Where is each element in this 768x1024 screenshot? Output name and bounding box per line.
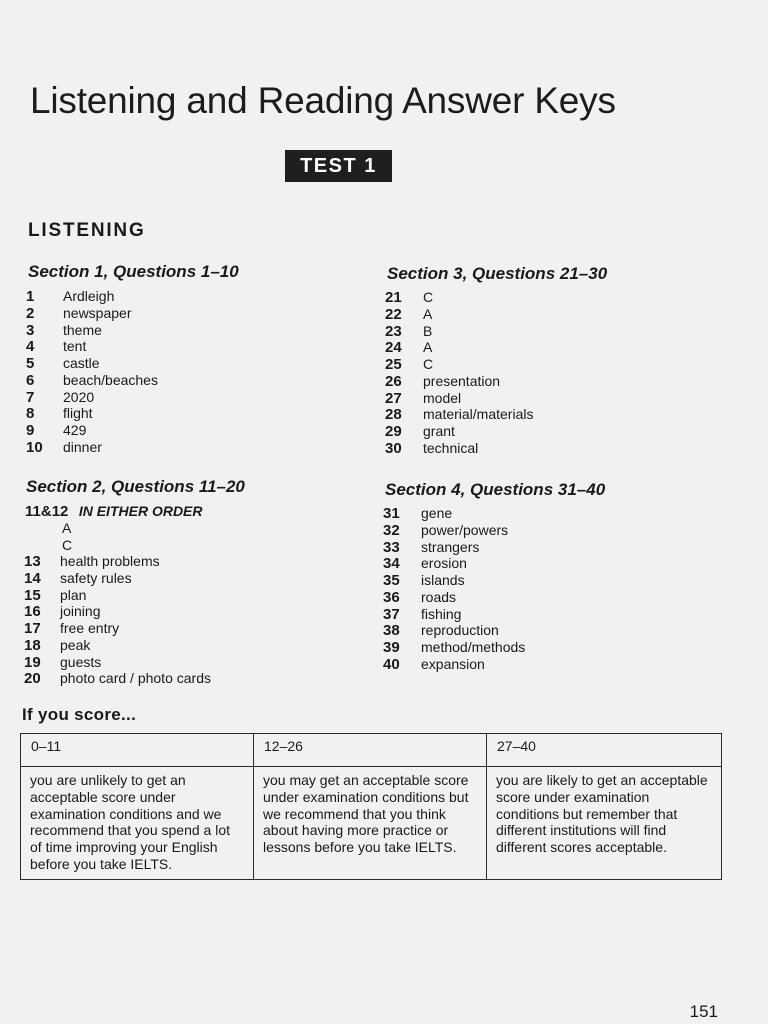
answer-text: C [423,356,434,372]
answer-number: 5 [26,355,35,372]
score-description-cell: you are unlikely to get an acceptable score under examination conditions and we recommend that you spend a lot of time improving your English before you take IELTS. [21,767,254,880]
either-order-answer: C [62,537,73,553]
answer-item [383,539,525,556]
score-heading: If you score... [22,705,137,724]
section-2-answer-list [24,553,211,687]
answer-text: health problems [60,553,160,569]
answer-item [383,589,525,606]
answer-text: photo card / photo cards [60,670,211,687]
answer-item [383,622,525,639]
answer-item [385,356,533,373]
answer-number: 31 [383,505,400,522]
test-badge: TEST 1 [285,150,392,182]
answer-text: guests [60,653,102,670]
section-3-heading: Section 3, Questions 21–30 [387,264,608,283]
answer-item [26,355,158,372]
answer-number: 16 [24,603,41,621]
either-order-number: 11&12 [25,503,69,520]
answer-text: joining [60,603,101,620]
answer-number: 39 [383,639,400,656]
page-number: 151 [689,1002,718,1021]
answer-text: A [423,305,433,322]
answer-item [26,439,158,456]
score-table [20,733,722,880]
answer-text: theme [63,321,102,338]
answer-number: 14 [24,569,41,587]
section-4-heading: Section 4, Questions 31–40 [385,480,606,499]
answer-text: gene [421,505,453,521]
answer-number: 36 [383,588,400,606]
answer-number: 28 [385,406,402,424]
answer-text: reproduction [421,622,499,639]
answer-item [24,637,211,654]
answer-item [385,406,533,423]
answer-number: 2 [26,304,35,322]
answer-number: 8 [26,405,35,423]
score-description-cell: you may get an acceptable score under examination conditions but we recommend that you think about having more practice or lessons before you take IELTS. [254,767,487,880]
answer-number: 40 [383,655,400,673]
answer-item [383,522,525,539]
answer-text: strangers [421,538,480,555]
answer-item [26,372,158,389]
answer-text: plan [60,586,87,603]
answer-number: 23 [385,322,402,340]
answer-number: 26 [385,372,402,390]
answer-text: islands [421,572,465,588]
answer-text: 2020 [63,388,95,405]
answer-item [385,390,533,407]
answer-text: roads [421,588,457,605]
answer-item [385,323,533,340]
answer-number: 18 [24,636,41,654]
answer-number: 33 [383,538,400,556]
answer-number: 22 [385,305,402,323]
answer-text: C [423,289,434,305]
answer-text: flight [63,405,93,422]
answer-text: tent [63,338,87,355]
answer-text: peak [60,636,91,653]
answer-text: safety rules [60,569,132,586]
answer-text: grant [423,423,455,439]
answer-number: 6 [26,371,35,389]
answer-item [385,306,533,323]
answer-number: 25 [385,356,402,373]
answer-text: castle [63,355,100,371]
either-order-answer: A [62,520,72,536]
answer-number: 27 [385,389,402,407]
answer-text: fishing [421,605,462,622]
score-range-cell: 12–26 [254,734,487,767]
answer-item [24,654,211,671]
answer-item [383,572,525,589]
answer-item [383,656,525,673]
answer-item [383,505,525,522]
answer-text: A [423,339,433,356]
score-description-cell: you are likely to get an acceptable score under examination conditions but remember that different institutions will find different scores acceptable. [487,767,722,880]
answer-text: beach/beaches [63,371,158,388]
answer-number: 38 [383,622,400,640]
answer-number: 19 [24,653,41,671]
answer-text: free entry [60,620,120,636]
score-range-cell: 0–11 [21,734,254,767]
answer-text: power/powers [421,521,509,538]
answer-number: 24 [385,339,402,357]
answer-item [24,553,211,570]
score-range-cell: 27–40 [487,734,722,767]
answer-number: 9 [26,422,35,439]
answer-item [26,338,158,355]
answer-item [383,555,525,572]
answer-item [24,570,211,587]
section-2-heading: Section 2, Questions 11–20 [26,477,245,496]
answer-item [26,405,158,422]
answer-number: 21 [385,289,402,306]
answer-text: model [423,389,462,406]
answer-item [385,440,533,457]
answer-text: presentation [423,372,501,389]
answer-item [383,606,525,623]
answer-text: newspaper [63,304,132,321]
page-title: Listening and Reading Answer Keys [30,80,616,121]
answer-item [26,322,158,339]
answer-item [385,289,533,306]
answer-text: method/methods [421,639,526,655]
answer-item [24,587,211,604]
answer-text: Ardleigh [63,288,115,304]
answer-number: 1 [26,288,35,305]
score-header-row [21,734,722,767]
score-description-row [21,767,722,880]
answer-text: material/materials [423,406,534,423]
answer-item [24,603,211,620]
answer-item [385,339,533,356]
answer-text: technical [423,439,479,456]
answer-item [26,288,158,305]
answer-item [26,422,158,439]
answer-item [24,670,211,687]
answer-text: expansion [421,655,485,672]
answer-item [385,373,533,390]
answer-item [383,639,525,656]
either-order-note [25,503,203,521]
answer-number: 13 [24,553,41,570]
answer-number: 35 [383,572,400,589]
section-1-heading: Section 1, Questions 1–10 [28,262,239,281]
section-4-answer-list [383,505,525,673]
answer-text: 429 [63,422,87,438]
answer-text: dinner [63,438,102,455]
answer-number: 37 [383,605,400,623]
answer-item [385,423,533,440]
answer-number: 15 [24,586,41,604]
either-order-label: IN EITHER ORDER [78,503,203,519]
answer-number: 30 [385,439,402,457]
answer-item [26,389,158,406]
answer-number: 17 [24,620,41,637]
answer-number: 34 [383,555,400,573]
answer-number: 10 [26,438,43,456]
answer-number: 7 [26,388,35,406]
answer-text: erosion [421,555,467,572]
answer-number: 29 [385,423,402,440]
answer-number: 20 [24,670,41,688]
answer-number: 32 [383,521,400,539]
answer-text: B [423,322,433,339]
section-3-answer-list [385,289,533,457]
section-1-answer-list [26,288,158,456]
answer-number: 4 [26,338,35,356]
listening-heading: LISTENING [28,220,146,241]
answer-item [24,620,211,637]
answer-number: 3 [26,321,35,339]
answer-item [26,305,158,322]
